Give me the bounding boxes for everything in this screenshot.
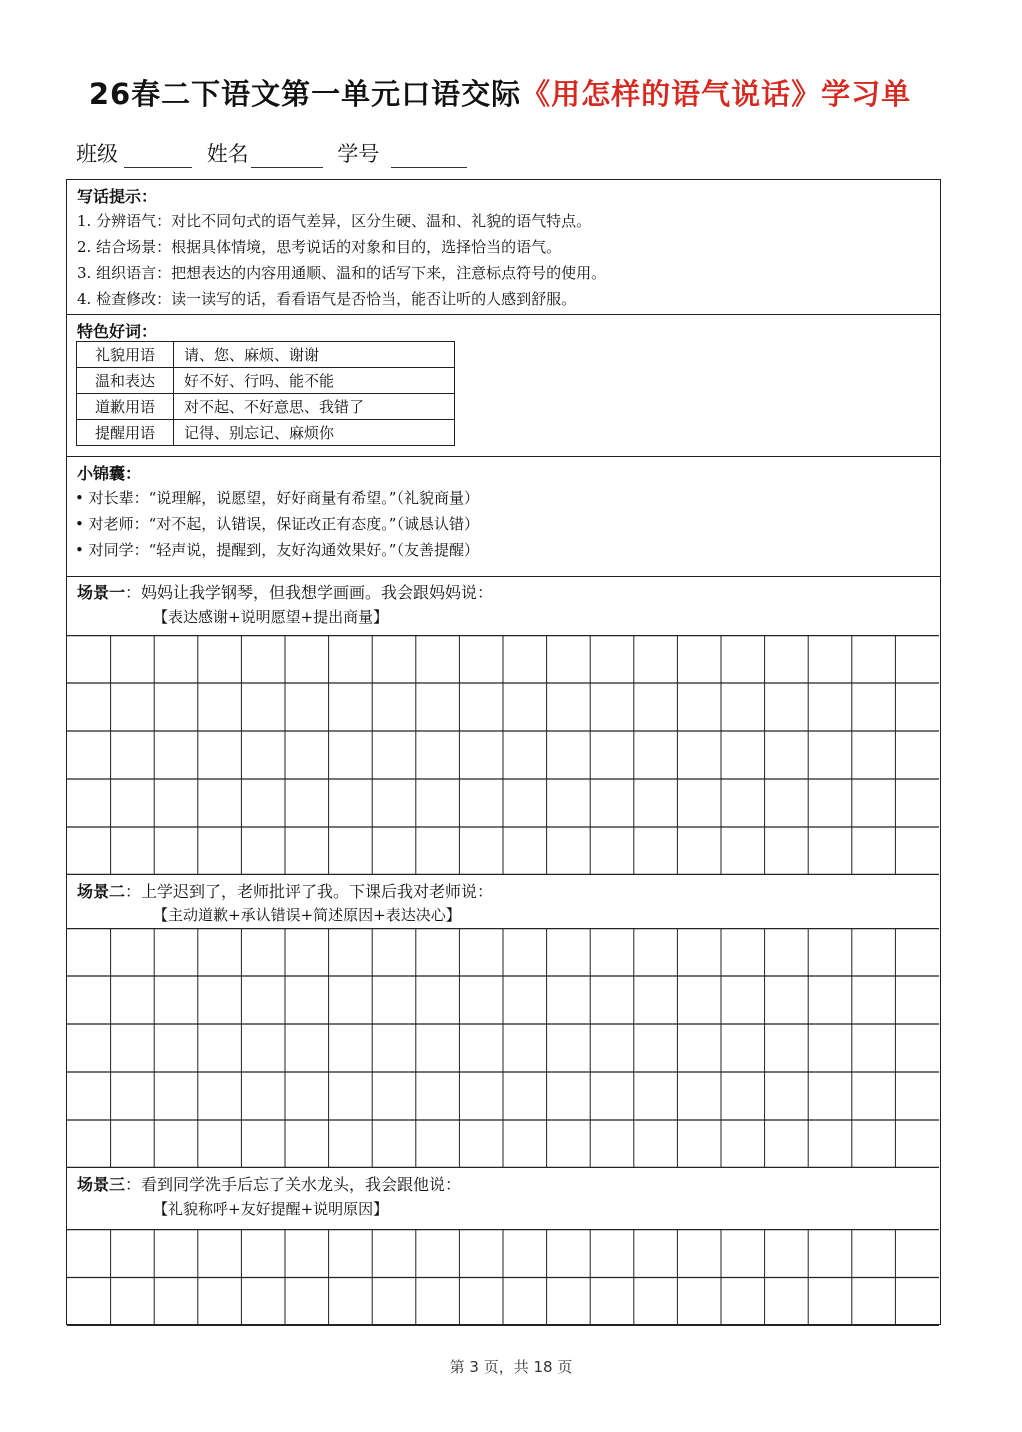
word-category: 道歉用语	[77, 394, 174, 420]
writing-grid[interactable]	[67, 1229, 940, 1326]
word-list: 好不好、行吗、能不能	[174, 368, 455, 394]
student-info	[76, 138, 475, 168]
page-footer: 第 3 页，共 18 页	[449, 1358, 573, 1376]
worksheet-frame	[66, 179, 941, 1325]
word-category: 提醒用语	[77, 420, 174, 446]
scene-hint: 【表达感谢+说明愿望+提出商量】	[153, 608, 389, 626]
title-highlight: 《用怎样的语气说话》学习单	[521, 77, 912, 111]
class-field[interactable]	[124, 145, 192, 168]
scene-hint: 【礼貌称呼+友好提醒+说明原因】	[153, 1200, 389, 1218]
word-category: 礼貌用语	[77, 342, 174, 368]
id-label: 学号	[337, 142, 380, 166]
divider	[67, 576, 940, 577]
grid-lines	[67, 928, 939, 1168]
id-field[interactable]	[391, 145, 467, 168]
scene-prompt	[77, 879, 493, 902]
word-list: 对不起、不好意思、我错了	[174, 394, 455, 420]
trick-item: • 对老师：“对不起，认错误，保证改正有态度。”（诚恳认错）	[75, 515, 479, 533]
page-title	[0, 72, 1000, 113]
tricks-heading: 小锦囊：	[77, 464, 142, 483]
scene-text: ：妈妈让我学钢琴，但我想学画画。我会跟妈妈说：	[125, 583, 494, 602]
writing-grid[interactable]	[67, 928, 940, 1168]
scene-text: ：看到同学洗手后忘了关水龙头，我会跟他说：	[125, 1175, 462, 1194]
divider	[67, 456, 940, 457]
scene-hint: 【主动道歉+承认错误+简述原因+表达决心】	[153, 906, 461, 924]
name-label: 姓名	[206, 142, 249, 166]
table-row	[77, 394, 455, 420]
writing-grid[interactable]	[67, 635, 940, 875]
tip-item: 4. 检查修改：读一读写的话，看看语气是否恰当，能否让听的人感到舒服。	[77, 290, 577, 308]
scene-label: 场景一	[77, 583, 126, 602]
word-category: 温和表达	[77, 368, 174, 394]
tip-item: 1. 分辨语气：对比不同句式的语气差异，区分生硬、温和、礼貌的语气特点。	[77, 212, 592, 230]
words-table	[76, 341, 455, 446]
scene-label: 场景二	[77, 882, 126, 901]
trick-item: • 对同学：“轻声说，提醒到，友好沟通效果好。”（友善提醒）	[75, 541, 479, 559]
table-row	[77, 342, 455, 368]
scene-text: ：上学迟到了，老师批评了我。下课后我对老师说：	[125, 882, 494, 901]
grid-lines	[67, 1229, 939, 1326]
trick-item: • 对长辈：“说理解，说愿望，好好商量有希望。”（礼貌商量）	[75, 489, 479, 507]
words-heading: 特色好词：	[77, 322, 158, 341]
scene-label: 场景三	[77, 1175, 126, 1194]
scene-prompt	[77, 1172, 461, 1195]
table-row	[77, 420, 455, 446]
table-row	[77, 368, 455, 394]
word-list: 记得、别忘记、麻烦你	[174, 420, 455, 446]
name-field[interactable]	[251, 145, 323, 168]
divider	[67, 314, 940, 315]
grid-lines	[67, 635, 939, 875]
scene-prompt	[77, 580, 493, 603]
tip-item: 3. 组织语言：把想表达的内容用通顺、温和的话写下来，注意标点符号的使用。	[77, 264, 607, 282]
tips-heading: 写话提示：	[77, 187, 158, 206]
class-label: 班级	[76, 142, 118, 166]
title-main: 26春二下语文第一单元口语交际	[88, 77, 522, 111]
word-list: 请、您、麻烦、谢谢	[174, 342, 455, 368]
tip-item: 2. 结合场景：根据具体情境，思考说话的对象和目的，选择恰当的语气。	[77, 238, 562, 256]
